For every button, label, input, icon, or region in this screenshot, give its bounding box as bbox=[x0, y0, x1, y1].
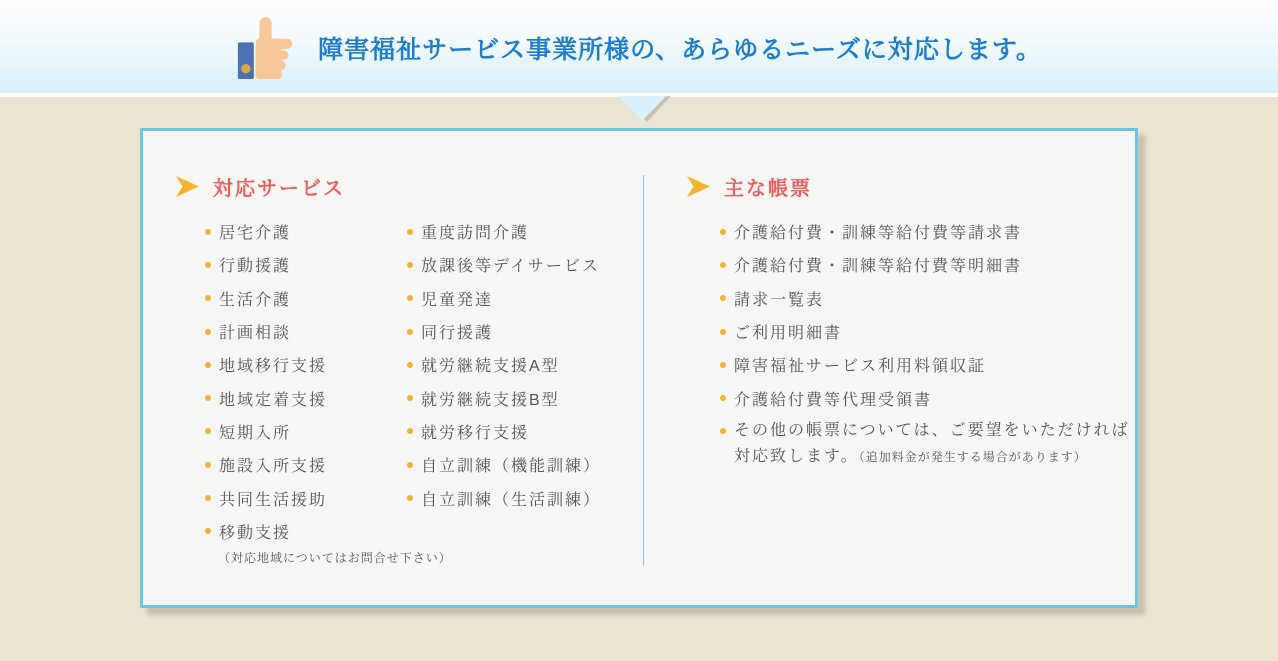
form-item bbox=[720, 381, 1022, 414]
forms-extra-text bbox=[734, 418, 1130, 470]
forms-section bbox=[687, 131, 1141, 605]
column-divider bbox=[643, 175, 644, 566]
service-item bbox=[205, 448, 327, 481]
service-item bbox=[205, 282, 327, 315]
service-item-label: 重度訪問介護 bbox=[421, 225, 530, 243]
hero-title: 障害福祉サービス事業所様の、あらゆるニーズに対応します。 bbox=[318, 35, 1042, 64]
service-item bbox=[205, 248, 327, 281]
bullet-icon bbox=[407, 495, 413, 501]
service-item bbox=[205, 481, 327, 514]
service-item-label: 共同生活援助 bbox=[219, 491, 328, 509]
bullet-icon bbox=[720, 229, 726, 235]
bullet-icon bbox=[407, 262, 413, 268]
bullet-icon bbox=[407, 329, 413, 335]
form-item bbox=[720, 348, 1022, 381]
bullet-icon bbox=[407, 462, 413, 468]
forms-list bbox=[720, 215, 1022, 415]
service-item-label: 放課後等デイサービス bbox=[421, 258, 600, 276]
form-item-label: ご利用明細書 bbox=[734, 325, 843, 343]
bullet-icon bbox=[205, 262, 211, 268]
service-item bbox=[407, 215, 601, 248]
speech-bubble-tail-icon bbox=[615, 96, 673, 126]
content-area bbox=[0, 97, 1278, 661]
services-heading bbox=[176, 172, 345, 201]
hero-banner bbox=[0, 0, 1278, 93]
bullet-icon bbox=[205, 229, 211, 235]
service-item-label: 生活介護 bbox=[219, 291, 292, 309]
service-item-label: 就労継続支援A型 bbox=[421, 358, 560, 376]
bullet-icon bbox=[205, 395, 211, 401]
service-item-label: 就労移行支援 bbox=[421, 424, 530, 442]
bullet-icon bbox=[205, 495, 211, 501]
service-item-label: 短期入所 bbox=[219, 424, 292, 442]
services-list-col2 bbox=[407, 215, 601, 515]
bullet-icon bbox=[720, 428, 726, 434]
service-item bbox=[205, 315, 327, 348]
service-item bbox=[205, 215, 327, 248]
service-item-label: 就労継続支援B型 bbox=[421, 391, 560, 409]
form-item-label: 請求一覧表 bbox=[734, 291, 825, 309]
service-item bbox=[407, 481, 601, 514]
service-item bbox=[407, 415, 601, 448]
forms-heading bbox=[687, 172, 812, 201]
service-item bbox=[407, 448, 601, 481]
bullet-icon bbox=[720, 362, 726, 368]
info-panel bbox=[140, 128, 1138, 608]
forms-extra-line2 bbox=[734, 444, 1130, 470]
service-item-label: 行動援護 bbox=[219, 258, 292, 276]
service-item-label: 自立訓練（機能訓練） bbox=[421, 458, 602, 476]
bullet-icon bbox=[205, 528, 211, 534]
form-item-label: 介護給付費・訓練等給付費等明細書 bbox=[734, 258, 1023, 276]
bullet-icon bbox=[407, 295, 413, 301]
services-area-note: （対応地域についてはお問合せ下さい） bbox=[218, 551, 452, 565]
hero-inner bbox=[236, 13, 1042, 81]
bullet-icon bbox=[205, 462, 211, 468]
form-item bbox=[720, 315, 1022, 348]
arrow-right-icon bbox=[176, 176, 199, 197]
service-item bbox=[205, 415, 327, 448]
service-item-label: 地域移行支援 bbox=[219, 358, 328, 376]
service-item bbox=[407, 348, 601, 381]
bullet-icon bbox=[407, 362, 413, 368]
bullet-icon bbox=[205, 428, 211, 434]
services-heading-label: 対応サービス bbox=[213, 178, 345, 200]
service-item-label: 地域定着支援 bbox=[219, 391, 328, 409]
bullet-icon bbox=[720, 329, 726, 335]
service-item-label: 移動支援 bbox=[219, 524, 292, 542]
service-item bbox=[407, 315, 601, 348]
service-item bbox=[205, 381, 327, 414]
service-item bbox=[205, 515, 327, 548]
form-item-label: 障害福祉サービス利用料領収証 bbox=[734, 358, 987, 376]
bullet-icon bbox=[407, 229, 413, 235]
bullet-icon bbox=[407, 428, 413, 434]
forms-heading-label: 主な帳票 bbox=[724, 178, 812, 200]
form-item bbox=[720, 282, 1022, 315]
service-item bbox=[407, 282, 601, 315]
form-item bbox=[720, 248, 1022, 281]
forms-extra-item bbox=[720, 418, 1140, 470]
service-item bbox=[407, 381, 601, 414]
service-item-label: 児童発達 bbox=[421, 291, 494, 309]
bullet-icon bbox=[205, 329, 211, 335]
service-item-label: 自立訓練（生活訓練） bbox=[421, 491, 602, 509]
bullet-icon bbox=[407, 395, 413, 401]
services-list-col1 bbox=[205, 215, 327, 548]
bullet-icon bbox=[720, 262, 726, 268]
service-item bbox=[407, 248, 601, 281]
service-item-label: 同行援護 bbox=[421, 325, 494, 343]
bullet-icon bbox=[720, 395, 726, 401]
thumbs-up-icon bbox=[236, 15, 296, 81]
forms-extra-note: （追加料金が発生する場合があります） bbox=[858, 450, 1087, 464]
form-item-label: 介護給付費等代理受領書 bbox=[734, 391, 933, 409]
arrow-right-icon bbox=[687, 176, 710, 197]
bullet-icon bbox=[720, 295, 726, 301]
form-item-label: 介護給付費・訓練等給付費等請求書 bbox=[734, 225, 1023, 243]
forms-extra-line2-main: 対応致します。 bbox=[734, 448, 859, 465]
service-item-label: 施設入所支援 bbox=[219, 458, 328, 476]
form-item bbox=[720, 215, 1022, 248]
services-section bbox=[143, 131, 643, 605]
service-item-label: 居宅介護 bbox=[219, 225, 292, 243]
bullet-icon bbox=[205, 295, 211, 301]
service-item bbox=[205, 348, 327, 381]
bullet-icon bbox=[205, 362, 211, 368]
service-item-label: 計画相談 bbox=[219, 325, 292, 343]
forms-extra-line1: その他の帳票については、ご要望をいただければ bbox=[734, 422, 1130, 439]
